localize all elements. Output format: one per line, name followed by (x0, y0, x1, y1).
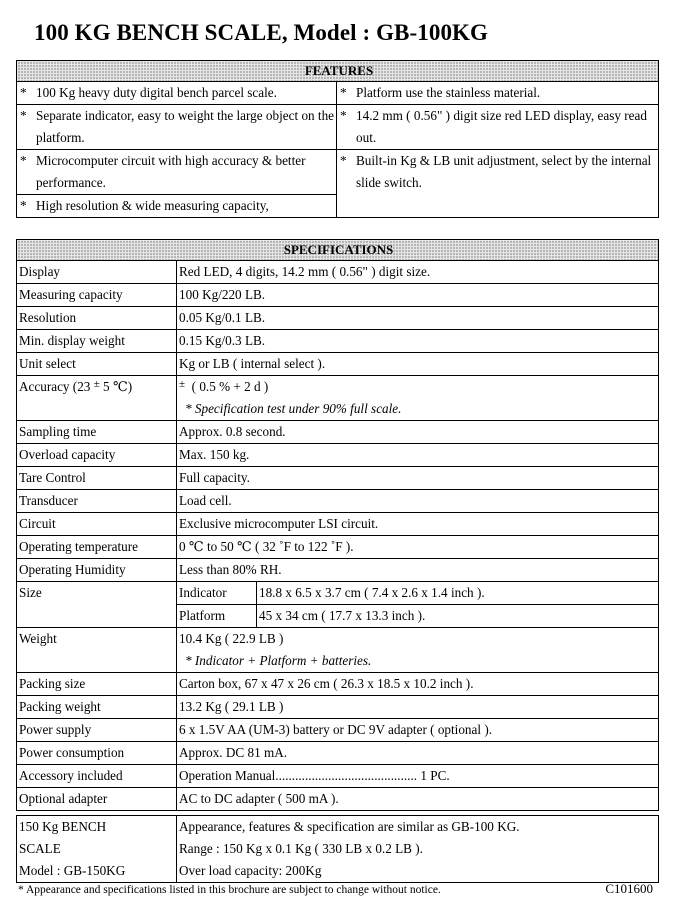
disclaimer-footnote: * Appearance and specifications listed in this brochure are subject to change without notice. (18, 884, 441, 896)
spec-row-packing-weight: Packing weight 13.2 Kg ( 29.1 LB ) (17, 696, 659, 719)
spec-row-overload: Overload capacity Max. 150 kg. (17, 444, 659, 467)
feature-item: * Separate indicator, easy to weight the large object on the platform. (17, 105, 337, 150)
size-platform-value: 45 x 34 cm ( 17.7 x 13.3 inch ). (257, 605, 659, 628)
features-header: FEATURES (17, 61, 659, 82)
spec-row-accuracy (17, 376, 659, 421)
spec-row-sampling: Sampling time Approx. 0.8 second. (17, 421, 659, 444)
spec-row-accessory: Accessory included Operation Manual........................................... 1 PC. (17, 765, 659, 788)
spec-row-op-temp: Operating temperature 0 ℃ to 50 ℃ ( 32 ˚F to 122 ˚F ). (17, 536, 659, 559)
feature-item: * Built-in Kg & LB unit adjustment, select by the internal slide switch. (337, 150, 659, 218)
spec-row-display: Display Red LED, 4 digits, 14.2 mm ( 0.56" ) digit size. (17, 261, 659, 284)
spec-row-op-humidity: Operating Humidity Less than 80% RH. (17, 559, 659, 582)
spec-row-resolution: Resolution 0.05 Kg/0.1 LB. (17, 307, 659, 330)
spec-row-unit-select: Unit select Kg or LB ( internal select ). (17, 353, 659, 376)
features-table (16, 60, 659, 218)
size-indicator-label: Indicator (177, 582, 257, 605)
spec-row-adapter: Optional adapter AC to DC adapter ( 500 mA ). (17, 788, 659, 811)
weight-value: 10.4 Kg ( 22.9 LB ) * Indicator + Platform + batteries. (177, 628, 659, 673)
page-title: 100 KG BENCH SCALE, Model : GB-100KG (34, 20, 489, 45)
model-150-table (16, 815, 659, 883)
spec-row-transducer: Transducer Load cell. (17, 490, 659, 513)
spec-row-min-display: Min. display weight 0.15 Kg/0.3 LB. (17, 330, 659, 353)
spec-row-capacity: Measuring capacity 100 Kg/220 LB. (17, 284, 659, 307)
feature-item: * 14.2 mm ( 0.56" ) digit size red LED display, easy read out. (337, 105, 659, 150)
feature-item: * Microcomputer circuit with high accuracy & better performance. (17, 150, 337, 195)
spec-row-weight: Weight 10.4 Kg ( 22.9 LB ) * Indicator + Platform + batteries. (17, 628, 659, 673)
feature-item: * 100 Kg heavy duty digital bench parcel scale. (17, 82, 337, 105)
model-150-name: 150 Kg BENCH SCALE Model : GB-150KG (17, 816, 177, 883)
spec-row-size: Size Indicator 18.8 x 6.5 x 3.7 cm ( 7.4 x 2.6 x 1.4 inch ). (17, 582, 659, 605)
feature-item: * High resolution & wide measuring capacity, (17, 195, 337, 218)
spec-row-power-consumption: Power consumption Approx. DC 81 mA. (17, 742, 659, 765)
accuracy-note: * Specification test under 90% full scale. (185, 401, 402, 416)
accuracy-label: Accuracy (23 ± 5 ℃) (17, 376, 177, 421)
specifications-table (16, 239, 659, 811)
spec-row-power-supply: Power supply 6 x 1.5V AA (UM-3) battery or DC 9V adapter ( optional ). (17, 719, 659, 742)
spec-row-tare: Tare Control Full capacity. (17, 467, 659, 490)
feature-item: * Platform use the stainless material. (337, 82, 659, 105)
specifications-header: SPECIFICATIONS (17, 240, 659, 261)
spec-row-packing-size: Packing size Carton box, 67 x 47 x 26 cm ( 26.3 x 18.5 x 10.2 inch ). (17, 673, 659, 696)
model-150-description: Appearance, features & specification are similar as GB-100 KG. Range : 150 Kg x 0.1 Kg ( 330 LB x 0.2 LB ). Over load capacity: 200Kg (177, 816, 659, 883)
accuracy-value: ± ( 0.5 % + 2 d ) * Specification test under 90% full scale. (177, 376, 659, 421)
spec-row-circuit: Circuit Exclusive microcomputer LSI circuit. (17, 513, 659, 536)
size-indicator-value: 18.8 x 6.5 x 3.7 cm ( 7.4 x 2.6 x 1.4 inch ). (257, 582, 659, 605)
weight-note: * Indicator + Platform + batteries. (185, 653, 372, 668)
size-platform-label: Platform (177, 605, 257, 628)
document-code: C101600 (605, 881, 653, 896)
